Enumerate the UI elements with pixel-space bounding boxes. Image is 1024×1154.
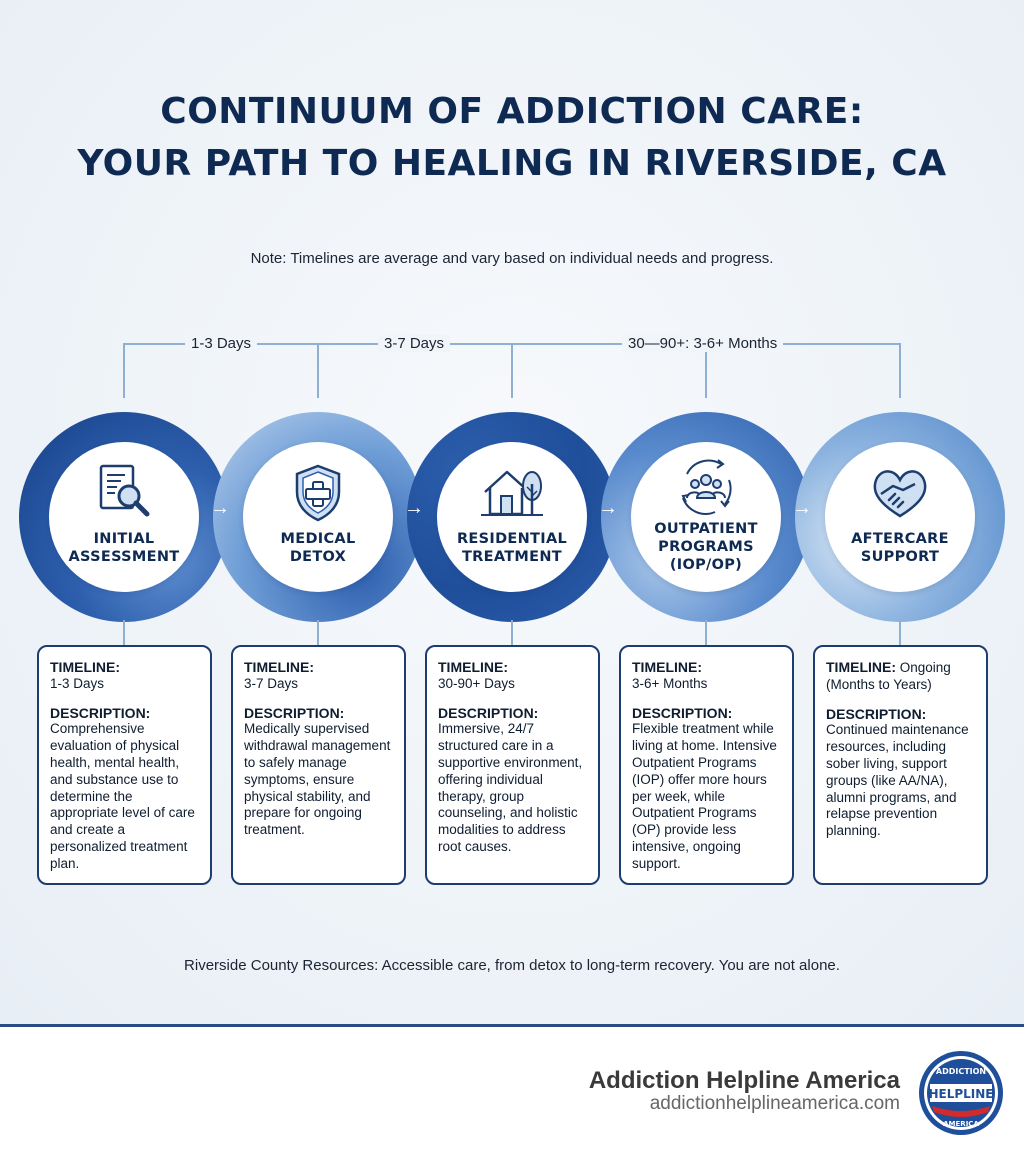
stage-medical-detox (213, 412, 423, 622)
arrow-right-icon: → (210, 497, 230, 519)
stage-title-line: AFTERCARE (851, 531, 949, 547)
timeline-label: TIMELINE: (826, 659, 896, 675)
timeline-label: TIMELINE: (50, 659, 120, 675)
logo-text-top: ADDICTION (935, 1067, 987, 1076)
stage-title-line: TREATMENT (461, 549, 562, 565)
stage-title (457, 530, 567, 566)
arrow-right-icon: → (404, 497, 424, 519)
document-search-icon (91, 460, 157, 526)
stage-card-aftercare-support (813, 645, 988, 885)
stage-outpatient-programs (601, 412, 811, 622)
stage-title-line: INITIAL (93, 531, 155, 547)
stage-title-line: PROGRAMS (658, 539, 754, 555)
brand-logo-seal (918, 1050, 1004, 1136)
timeline-value: Ongoing (Months to Years) (826, 660, 951, 692)
stage-aftercare-support (795, 412, 1005, 622)
timeline-row (826, 659, 976, 694)
connector-line (899, 620, 901, 646)
stage-title-line: ASSESSMENT (68, 549, 180, 565)
logo-text-bottom: AMERICA (943, 1120, 979, 1128)
connector-line (317, 620, 319, 646)
stage-card-initial-assessment (37, 645, 212, 885)
timeline-label-2: 3-7 Days (378, 335, 450, 352)
stage-inner-circle (825, 442, 975, 592)
description-label: DESCRIPTION: (438, 704, 539, 721)
connector-line (511, 620, 513, 646)
timeline-value: 30-90+ Days (438, 675, 515, 691)
stage-title (654, 520, 758, 574)
timeline-label: TIMELINE: (632, 659, 702, 675)
stage-title (69, 530, 180, 566)
timeline-value: 3-7 Days (244, 675, 299, 691)
brand-name: Addiction Helpline America (588, 1067, 900, 1094)
brand-url-link[interactable]: addictionhelplineamerica.com (649, 1093, 900, 1114)
stage-initial-assessment (19, 412, 229, 622)
logo-text-mid: HELPLINE (928, 1087, 994, 1101)
shield-cross-icon (285, 460, 351, 526)
timeline-label: TIMELINE: (438, 659, 508, 675)
timeline-value: 1-3 Days (50, 675, 105, 691)
description-label: DESCRIPTION: (826, 705, 927, 722)
arrow-right-icon: → (792, 497, 812, 519)
stage-card-residential-treatment (425, 645, 600, 885)
timeline-label: TIMELINE: (244, 659, 314, 675)
group-cycle-icon (673, 454, 739, 520)
stage-inner-circle (437, 442, 587, 592)
stage-inner-circle (49, 442, 199, 592)
stage-title-line: RESIDENTIAL (456, 531, 568, 547)
description-text: Continued maintenance resources, including sober living, support groups (like AA/NA), alumni programs, and relapse prevention planning. (826, 722, 969, 839)
description-text: Immersive, 24/7 structured care in a supportive environment, offering individual therapy, group counseling, and holistic modalities to address root causes. (438, 721, 583, 854)
title-line-2: YOUR PATH TO HEALING IN RIVERSIDE, CA (77, 143, 947, 184)
description-label: DESCRIPTION: (244, 704, 345, 721)
timeline-value: 3-6+ Months (632, 675, 708, 691)
stage-card-medical-detox (231, 645, 406, 885)
timeline-label-3: 30—90+: 3-6+ Months (622, 335, 783, 352)
description-text: Flexible treatment while living at home. Intensive Outpatient Programs (IOP) offer more hours per week, while Outpatient Programs (OP) provide less intensive, ongoing support. (632, 721, 777, 871)
timeline-label-1: 1-3 Days (185, 335, 257, 352)
handshake-heart-icon (867, 460, 933, 526)
timeline-note: Note: Timelines are average and vary based on individual needs and progress. (250, 250, 774, 267)
description-label: DESCRIPTION: (50, 704, 151, 721)
description-text: Comprehensive evaluation of physical health, mental health, and substance use to determine the appropriate level of care and create a personalized treatment plan. (50, 721, 195, 871)
connector-line (123, 620, 125, 646)
description-text: Medically supervised withdrawal management to safely manage symptoms, ensure physical stability, and prepare for ongoing treatment. (244, 721, 391, 838)
stage-inner-circle (243, 442, 393, 592)
connector-line (705, 620, 707, 646)
title-line-1: CONTINUUM OF ADDICTION CARE: (160, 91, 864, 132)
stage-title-line: (IOP/OP) (669, 557, 743, 573)
stage-title-line: DETOX (289, 549, 347, 565)
stage-title (281, 530, 356, 566)
stage-title-line: SUPPORT (860, 549, 940, 565)
description-label: DESCRIPTION: (632, 704, 733, 721)
stage-title-line: MEDICAL (280, 531, 356, 547)
stage-card-outpatient-programs (619, 645, 794, 885)
house-tree-icon (479, 460, 545, 526)
brand-footer (0, 1024, 1024, 1154)
stage-inner-circle (631, 442, 781, 592)
stage-title-line: OUTPATIENT (654, 521, 758, 537)
arrow-right-icon: → (598, 497, 618, 519)
resources-note: Riverside County Resources: Accessible care, from detox to long-term recovery. You are not alone. (184, 957, 840, 974)
stage-title (851, 530, 949, 566)
stage-residential-treatment (407, 412, 617, 622)
